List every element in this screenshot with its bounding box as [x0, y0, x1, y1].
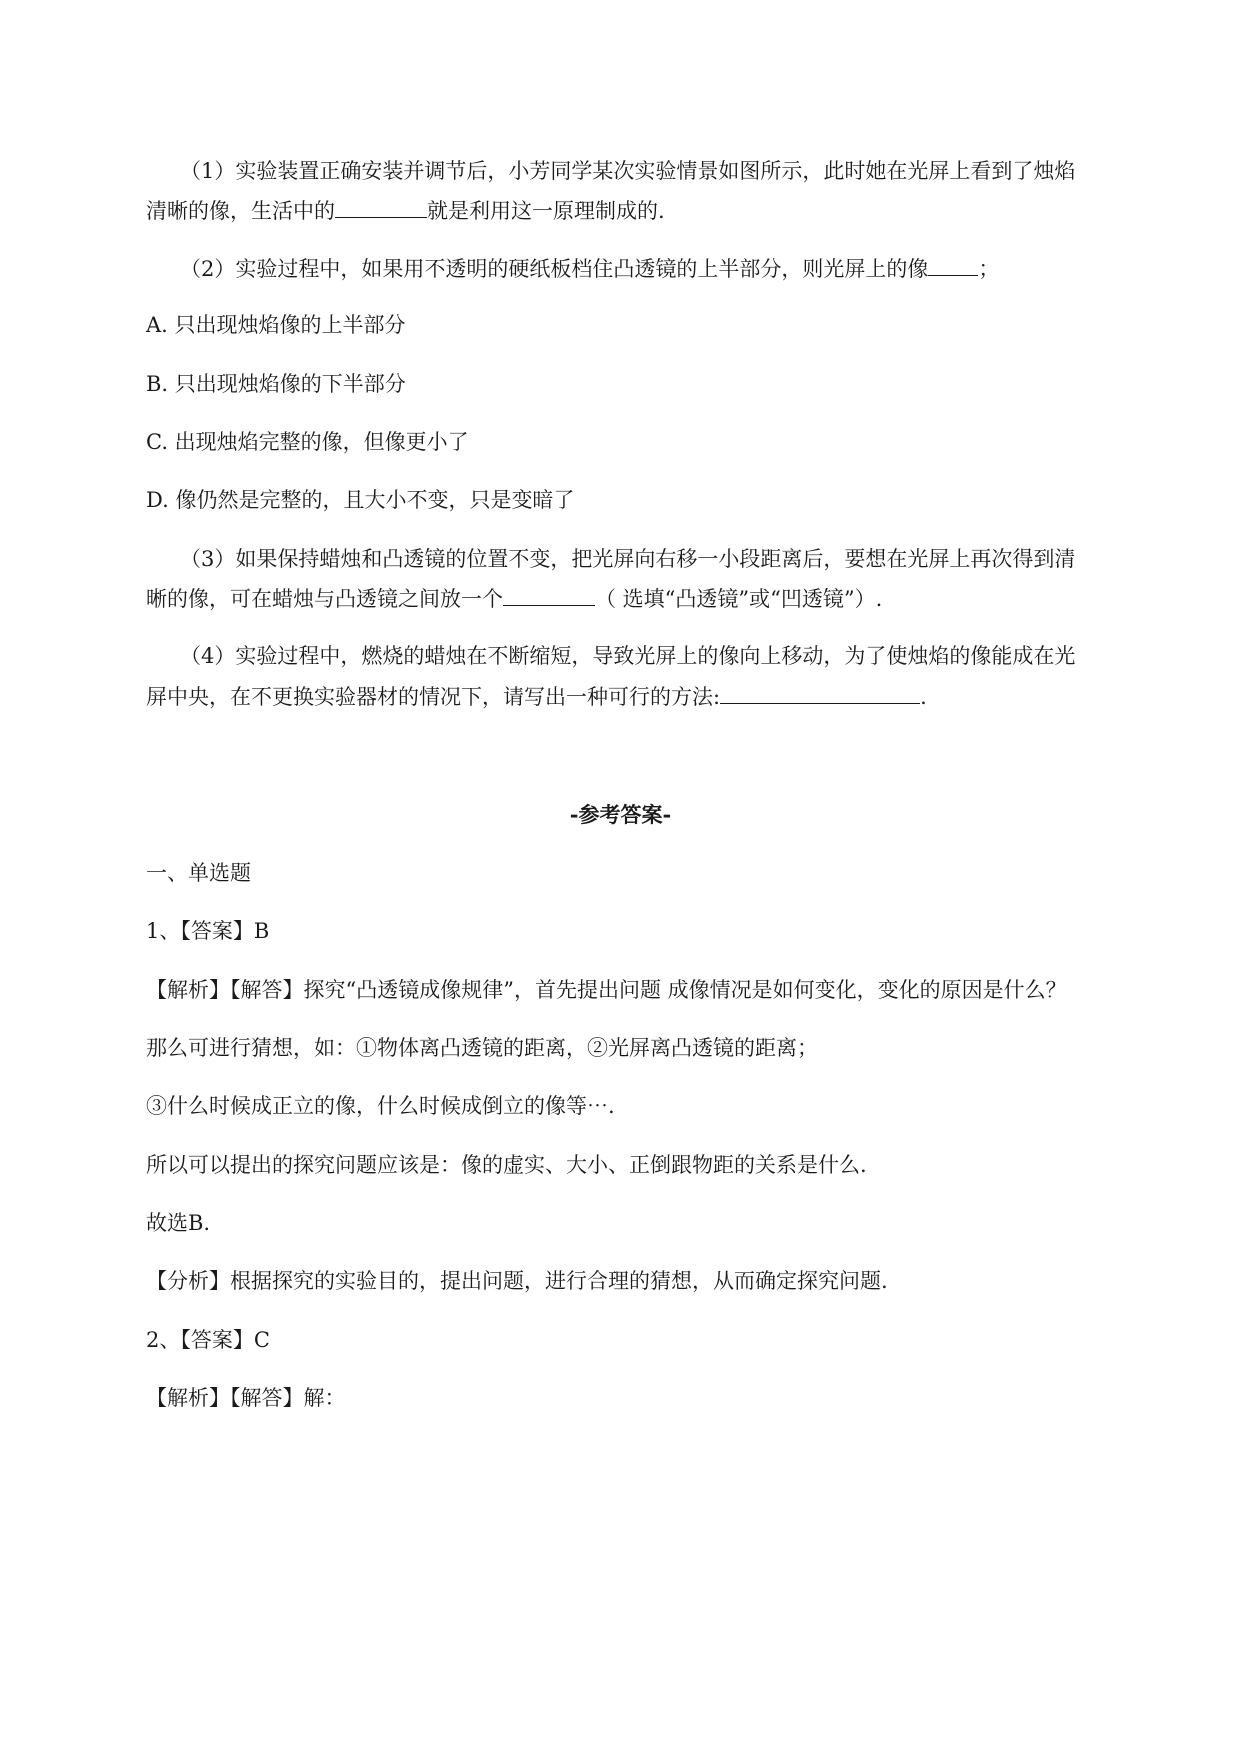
q2-line-text: （2）实验过程中，如果用不透明的硬纸板档住凸透镜的上半部分，则光屏上的像 — [180, 257, 929, 281]
q4-line2-tail: . — [920, 685, 927, 709]
q3-line2-text: 晰的像，可在蜡烛与凸透镜之间放一个 — [146, 587, 503, 611]
q1-line2-text: 清晰的像，生活中的 — [146, 199, 335, 223]
q4-answer-blank[interactable] — [720, 681, 920, 704]
q1-line1: （1）实验装置正确安装并调节后，小芳同学某次实验情景如图所示，此时她在光屏上看到了烛焰 — [180, 159, 1076, 183]
q4-line2 — [146, 681, 927, 712]
answers-title: -参考答案- — [569, 802, 672, 827]
q3-line2-tail: （ 选填“凸透镜”或“凹透镜”）. — [595, 587, 883, 611]
q2-option-c: C. 出现烛焰完整的像，但像更小了 — [146, 430, 469, 454]
q4-line1: （4）实验过程中，燃烧的蜡烛在不断缩短，导致光屏上的像向上移动，为了使烛焰的像能成在光 — [180, 644, 1076, 668]
q4-line2-text: 屏中央，在不更换实验器材的情况下，请写出一种可行的方法: — [146, 685, 721, 709]
answer-1-analysis-line: 【解析】【解答】探究“凸透镜成像规律”，首先提出问题 成像情况是如何变化，变化的原因是什么？ — [146, 978, 1067, 1002]
answer-1-analysis-line: 所以可以提出的探究问题应该是：像的虚实、大小、正倒跟物距的关系是什么. — [146, 1153, 867, 1177]
q2-option-a: A. 只出现烛焰像的上半部分 — [146, 313, 406, 337]
q1-line2 — [146, 195, 665, 226]
answer-1-analysis-line: 那么可进行猜想，如：①物体离凸透镜的距离，②光屏离凸透镜的距离； — [146, 1036, 818, 1060]
q2-option-b: B. 只出现烛焰像的下半部分 — [146, 372, 406, 396]
q3-answer-blank[interactable] — [503, 583, 595, 606]
answer-1-label: 1、【答案】B — [146, 919, 270, 943]
q3-line1: （3）如果保持蜡烛和凸透镜的位置不变，把光屏向右移一小段距离后，要想在光屏上再次得到清 — [180, 547, 1076, 571]
q2-line — [180, 253, 999, 284]
answer-1-analysis-line: 【分析】根据探究的实验目的，提出问题，进行合理的猜想，从而确定探究问题. — [146, 1269, 888, 1293]
section-heading: 一、单选题 — [146, 861, 251, 885]
answer-2-analysis-line: 【解析】【解答】解： — [146, 1386, 346, 1410]
answer-1-analysis-line: ③什么时候成正立的像，什么时候成倒立的像等⋯. — [146, 1094, 615, 1118]
q2-answer-blank[interactable] — [928, 253, 978, 276]
answer-2-label: 2、【答案】C — [146, 1328, 270, 1352]
q2-option-d: D. 像仍然是完整的，且大小不变，只是变暗了 — [146, 488, 575, 512]
q3-line2 — [146, 583, 882, 614]
q1-answer-blank[interactable] — [335, 195, 427, 218]
answer-1-analysis-line: 故选B. — [146, 1211, 211, 1235]
q1-line2-tail: 就是利用这一原理制成的. — [427, 199, 665, 223]
q2-line-tail: ； — [978, 257, 1000, 281]
